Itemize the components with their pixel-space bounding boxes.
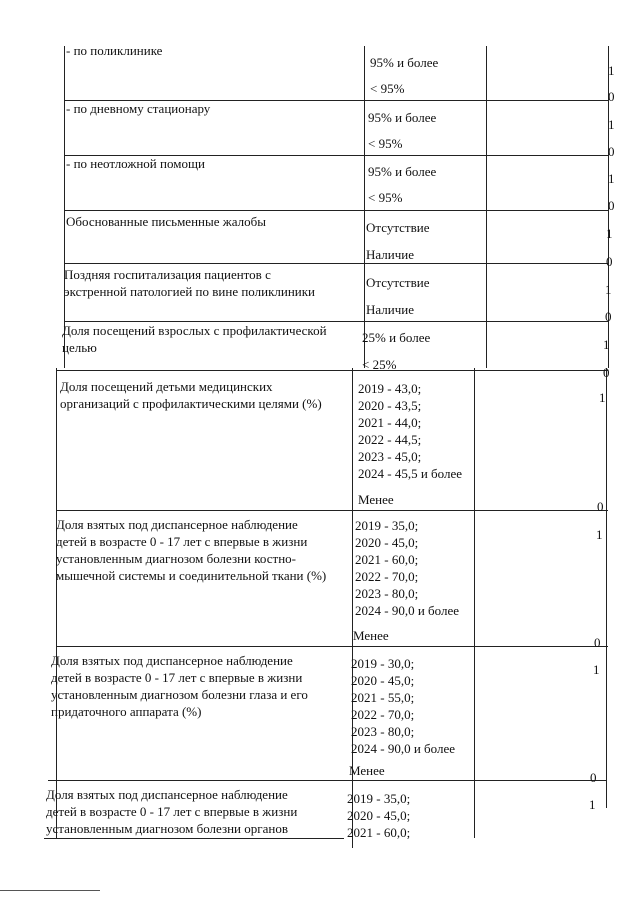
footer-rule: [0, 890, 100, 891]
score-value: 0: [608, 198, 615, 213]
indicator-label: Доля взятых под диспансерное наблюдение детей в возрасте 0 - 17 лет с впервые в жизни установленным диагнозом болезни костно- мышечной системы и соединительной ткани (%): [56, 517, 327, 583]
table-divider-1: [364, 46, 365, 368]
row-separator: [56, 646, 608, 647]
option-value: 2019 - 35,0; 2020 - 45,0; 2021 - 60,0;: [347, 791, 411, 840]
option-value: < 95%: [370, 81, 405, 96]
indicator-label: - по неотложной помощи: [66, 156, 205, 171]
option-value: 2019 - 30,0; 2020 - 45,0; 2021 - 55,0; 2022 - 70,0; 2023 - 80,0; 2024 - 90,0 и более: [351, 656, 456, 756]
option-value: Наличие: [366, 247, 414, 262]
score-value: 0: [605, 309, 612, 324]
option-value: 2019 - 35,0; 2020 - 45,0; 2021 - 60,0; 2022 - 70,0; 2023 - 80,0; 2024 - 90,0 и более: [355, 518, 460, 618]
option-value: 2019 - 43,0; 2020 - 43,5; 2021 - 44,0; 2022 - 44,5; 2023 - 45,0; 2024 - 45,5 и более: [358, 381, 463, 481]
indicator-label: Обоснованные письменные жалобы: [66, 214, 266, 229]
table-right-border: [606, 368, 607, 808]
score-value: 1: [608, 63, 615, 78]
score-value: 1: [596, 527, 603, 542]
option-value: < 25%: [362, 357, 397, 372]
table-left-border: [64, 46, 65, 368]
row-separator: [64, 210, 608, 211]
indicator-label: Доля посещений взрослых с профилактической целью: [62, 323, 327, 355]
option-value: 95% и более: [368, 110, 437, 125]
option-value: Менее: [349, 763, 385, 778]
score-value: 1: [589, 797, 596, 812]
indicator-label: Доля посещений детьми медицинских организаций с профилактическими целями (%): [60, 379, 322, 411]
indicator-label: - по поликлинике: [66, 43, 163, 58]
option-value: < 95%: [368, 136, 403, 151]
score-value: 0: [594, 635, 601, 650]
table-divider-2: [474, 368, 475, 838]
row-separator: [56, 510, 608, 511]
indicator-label: Доля взятых под диспансерное наблюдение детей в возрасте 0 - 17 лет с впервые в жизни установленным диагнозом болезни глаза и его придаточного аппарата (%): [51, 653, 308, 719]
option-value: Отсутствие: [366, 220, 430, 235]
score-value: 0: [603, 365, 610, 380]
row-bottom-fragment: [44, 838, 344, 839]
score-value: 0: [608, 89, 615, 104]
score-value: 1: [599, 390, 606, 405]
option-value: < 95%: [368, 190, 403, 205]
row-separator: [56, 370, 608, 371]
option-value: Менее: [358, 492, 394, 507]
table-left-border: [56, 368, 57, 838]
score-value: 1: [593, 662, 600, 677]
score-value: 0: [608, 144, 615, 159]
option-value: Наличие: [366, 302, 414, 317]
score-value: 1: [603, 337, 610, 352]
option-value: Отсутствие: [366, 275, 430, 290]
score-value: 0: [590, 770, 597, 785]
option-value: 25% и более: [362, 330, 431, 345]
score-value: 1: [608, 117, 615, 132]
option-value: 95% и более: [370, 55, 439, 70]
row-separator: [64, 263, 608, 264]
indicator-label: Доля взятых под диспансерное наблюдение детей в возрасте 0 - 17 лет с впервые в жизни установленным диагнозом болезни органов: [46, 787, 298, 836]
option-value: 95% и более: [368, 164, 437, 179]
table-divider-2: [486, 46, 487, 368]
row-separator: [48, 780, 606, 781]
score-value: 1: [605, 282, 612, 297]
option-value: Менее: [353, 628, 389, 643]
score-value: 1: [608, 171, 615, 186]
indicator-label: - по дневному стационару: [66, 101, 211, 116]
score-value: 0: [606, 254, 613, 269]
score-value: 1: [606, 226, 613, 241]
indicator-label: Поздняя госпитализация пациентов с экстренной патологией по вине поликлиники: [64, 267, 316, 299]
score-value: 0: [597, 499, 604, 514]
